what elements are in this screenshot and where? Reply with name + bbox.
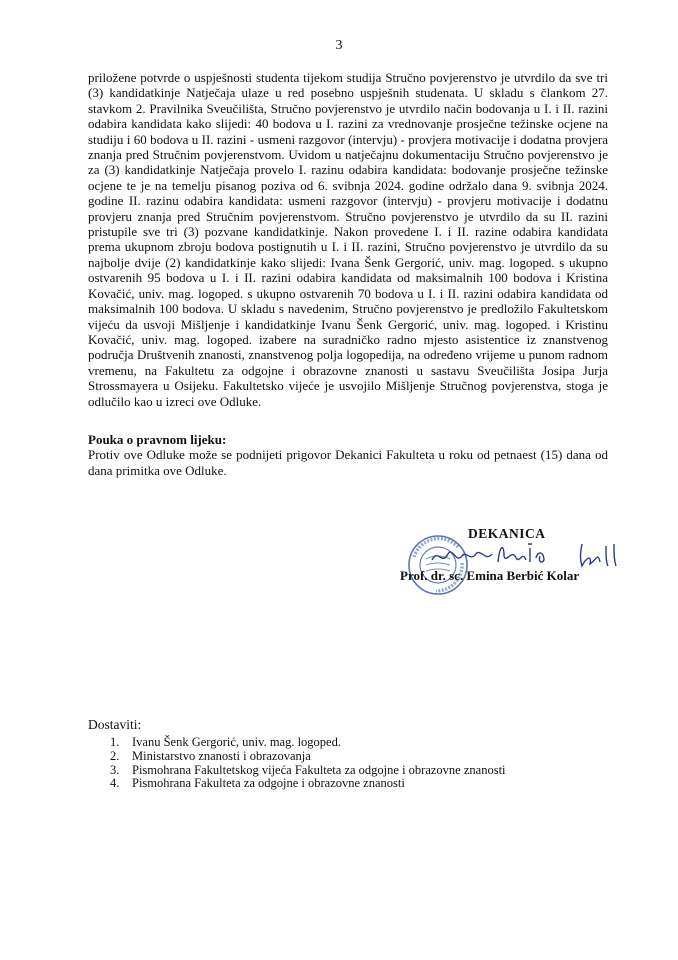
delivery-list-item — [88, 777, 608, 791]
delivery-item-number: 4. — [110, 776, 120, 791]
dean-title: DEKANICA — [468, 526, 546, 541]
body-paragraph: priložene potvrde o uspješnosti studenta tijekom studija Stručno povjerenstvo je utvrdilo da sve tri (3) kandidatkinje Natječaja ulaze u red posebno uspješnih studenata. U skladu s člankom 27. stavkom 2. Pravilnika Sveučilišta, Stručno povjerenstvo je utvrdilo način bodovanja u I. i II. razini odabira kandidata kako slijedi: 40 bodova u I. razini za vrednovanje prosječne težinske ocjene na studiju i 60 bodova u II. razini - usmeni razgovor (intervju) - provjera motivacije i dodatna provjera znanja pred Stručnim povjerenstvom. Uvidom u natječajnu dokumentaciju Stručno povjerenstvo je za (3) kandidatkinje Natječaja provelo I. razinu odabira kandidata: bodovanje prosječne težinske ocjene te je na temelju pisanog poziva od 6. svibnja 2024. godine održalo dana 9. svibnja 2024. godine II. razinu odabira kandidata: usmeni razgovor (intervju) - provjeru motivacije i dodatnu provjeru znanja pred Stručnim povjerenstvom. Stručno povjerenstvo je utvrdilo da su II. razini pristupile sve tri (3) pozvane kandidatkinje. Nakon provedene I. i II. razine odabira kandidata prema ukupnom zbroju bodova postignutih u I. i II. razini, Stručno povjerenstvo je utvrdilo da su najbolje dvije (2) kandidatkinje kako slijedi: Ivana Šenk Gergorić, univ. mag. logoped. s ukupno ostvarenih 95 bodova u I. i II. razini odabira kandidata od maksimalnih 100 bodova i Kristina Kovačić, univ. mag. logoped. s ukupno ostvarenih 70 bodova u I. i II. razini odabira kandidata od maksimalnih 100 bodova. U skladu s navedenim, Stručno povjerenstvo je predložilo Fakultetskom vijeću da usvoji Mišljenje i kandidatkinje Ivanu Šenk Gergorić, univ. mag. logoped. i Kristinu Kovačić, univ. mag. logoped. izabere na suradničko radno mjesto asistentice iz znanstvenog područja Društvenih znanosti, znanstvenog polja logopedija, na određeno vrijeme u punom radnom vremenu, na Fakultetu za odgojne i obrazovne znanosti u sastavu Sveučilišta Josipa Jurja Strossmayera u Osijeku. Fakultetsko vijeće je usvojilo Mišljenje Stručnog povjerenstva, stoga je odlučilo kao u izreci ove Odluke. — [88, 70, 608, 409]
page-number: 3 — [335, 38, 343, 53]
dean-name: Prof. dr. sc. Emina Berbić Kolar — [400, 568, 580, 583]
delivery-heading: Dostaviti: — [88, 717, 142, 732]
delivery-section — [88, 718, 608, 791]
delivery-item-number: 3. — [110, 762, 120, 777]
signature-block — [400, 528, 640, 598]
delivery-list-item — [88, 736, 608, 750]
delivery-item-text: Ivanu Šenk Gergorić, univ. mag. logoped. — [132, 735, 341, 749]
delivery-item-number: 1. — [110, 735, 120, 749]
delivery-item-text: Pismohrana Fakultetskog vijeća Fakulteta za odgojne i obrazovne znanosti — [132, 762, 506, 777]
legal-remedy-section — [88, 432, 608, 478]
legal-remedy-heading: Pouka o pravnom lijeku: — [88, 432, 227, 447]
handwritten-signature — [430, 540, 630, 570]
delivery-item-number: 2. — [110, 748, 120, 763]
delivery-list-item — [88, 750, 608, 764]
delivery-list — [88, 736, 608, 791]
legal-remedy-text: Protiv ove Odluke može se podnijeti prigovor Dekanici Fakulteta u roku od petnaest (15) dana od dana primitka ove Odluke. — [88, 447, 608, 478]
delivery-item-text: Pismohrana Fakulteta za odgojne i obrazovne znanosti — [132, 776, 405, 791]
delivery-item-text: Ministarstvo znanosti i obrazovanja — [132, 748, 311, 763]
delivery-list-item — [88, 764, 608, 778]
